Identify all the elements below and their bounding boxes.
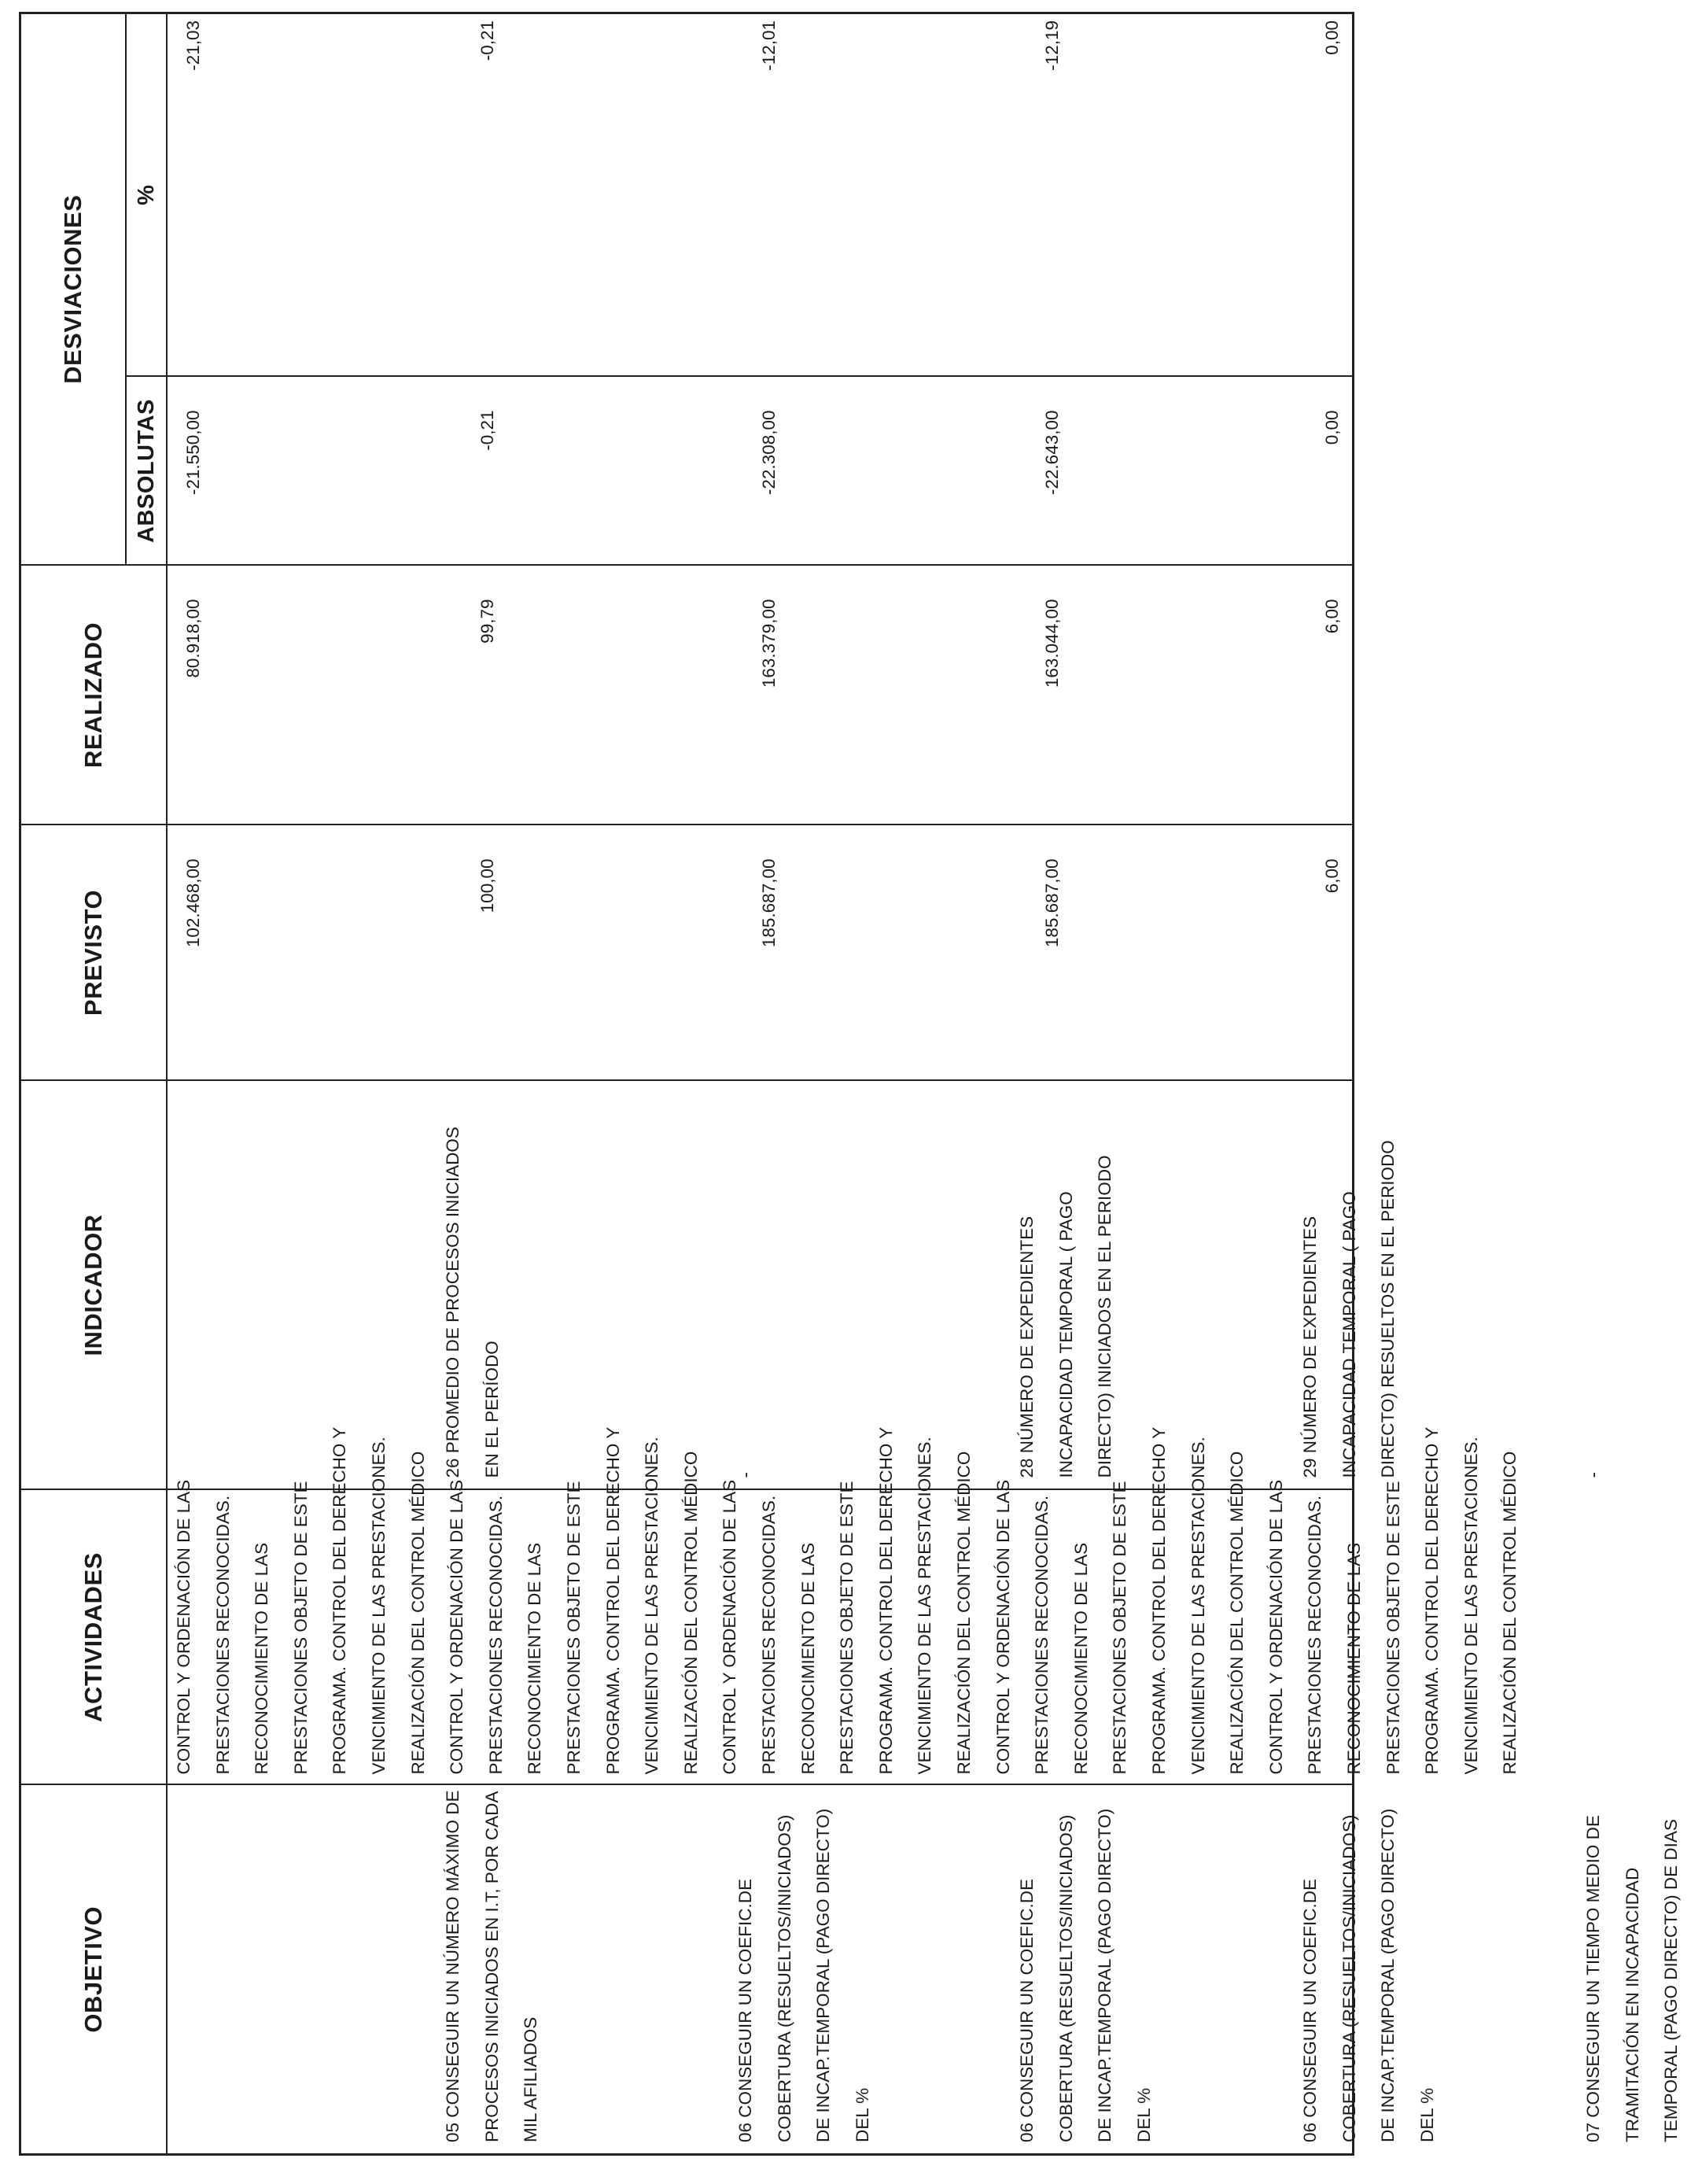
pct-column [167, 13, 1354, 377]
actividad-line: VENCIMIENTO DE LAS PRESTACIONES. [1461, 1437, 1481, 1775]
previsto-column [167, 825, 1354, 1081]
actividad-line: PROGRAMA. CONTROL DEL DERECHO Y [330, 1426, 350, 1775]
objetivo-line: PROCESOS INICIADOS EN I.T, POR CADA [481, 1791, 502, 2142]
pct-value: -21,03 [183, 20, 203, 71]
previsto-value: 185.687,00 [759, 858, 779, 948]
header-actividades: ACTIVIDADES [20, 1490, 168, 1785]
indicador-dash: - [735, 1472, 755, 1478]
indicador-line: DIRECTO) INICIADOS EN EL PERIODO [1095, 1155, 1115, 1478]
actividad-line: VENCIMIENTO DE LAS PRESTACIONES. [1188, 1437, 1208, 1775]
actividad-line: PROGRAMA. CONTROL DEL DERECHO Y [1149, 1426, 1169, 1775]
actividad-line: PROGRAMA. CONTROL DEL DERECHO Y [1422, 1426, 1442, 1775]
absolutas-value: -22.308,00 [759, 410, 779, 496]
actividad-line: CONTROL Y ORDENACIÓN DE LAS [174, 1479, 193, 1775]
actividad-line: PROGRAMA. CONTROL DEL DERECHO Y [875, 1426, 896, 1775]
objetivo-line: COBERTURA (RESUELTOS/INICIADOS) [774, 1814, 794, 2142]
indicador-line: 28 NÚMERO DE EXPEDIENTES [1017, 1216, 1037, 1478]
actividad-line: VENCIMIENTO DE LAS PRESTACIONES. [642, 1437, 662, 1775]
realizado-value: 163.044,00 [1042, 599, 1062, 688]
actividad-line: RECONOCIMIENTO DE LAS [1344, 1542, 1364, 1775]
indicador-line: 29 NÚMERO DE EXPEDIENTES [1300, 1216, 1320, 1478]
header-realizado: REALIZADO [20, 566, 168, 825]
objetivo-line: COBERTURA (RESUELTOS/INICIADOS) [1055, 1814, 1076, 2142]
pct-value: -12,01 [759, 20, 779, 71]
actividad-line: VENCIMIENTO DE LAS PRESTACIONES. [369, 1437, 389, 1775]
previsto-value: 6,00 [1322, 858, 1342, 894]
actividad-line: REALIZACIÓN DEL CONTROL MÉDICO [407, 1451, 428, 1775]
actividad-line: PRESTACIONES RECONOCIDAS. [759, 1495, 779, 1775]
realizado-column [167, 566, 1354, 825]
absolutas-value: 0,00 [1322, 410, 1342, 445]
actividad-line: RECONOCIMIENTO DE LAS [525, 1542, 545, 1775]
objetivo-line: COBERTURA (RESUELTOS/INICIADOS) [1339, 1814, 1359, 2142]
report-table [19, 12, 1682, 2156]
indicador-line: INCAPACIDAD TEMPORAL ( PAGO [1055, 1191, 1076, 1478]
actividad-line: REALIZACIÓN DEL CONTROL MÉDICO [680, 1451, 701, 1775]
actividades-column [167, 1426, 1520, 1785]
objetivo-line: 06 CONSEGUIR UN COEFIC.DE [735, 1878, 755, 2142]
actividad-line: CONTROL Y ORDENACIÓN DE LAS [1265, 1479, 1286, 1775]
objetivo-line: DEL % [852, 2087, 872, 2142]
objetivo-line: DE INCAP.TEMPORAL (PAGO DIRECTO) [1378, 1808, 1398, 2142]
objetivo-line: MIL AFILIADOS [521, 2016, 541, 2142]
actividad-line: CONTROL Y ORDENACIÓN DE LAS [993, 1479, 1013, 1775]
previsto-value: 102.468,00 [183, 858, 203, 948]
objetivo-line: 07 CONSEGUIR UN TIEMPO MEDIO DE [1583, 1815, 1603, 2142]
absolutas-column [167, 377, 1354, 566]
absolutas-value: -21.550,00 [183, 410, 203, 496]
actividad-line: PROGRAMA. CONTROL DEL DERECHO Y [602, 1426, 623, 1775]
actividad-line: RECONOCIMIENTO DE LAS [252, 1542, 272, 1775]
actividad-line: REALIZACIÓN DEL CONTROL MÉDICO [1227, 1451, 1247, 1775]
realizado-value: 99,79 [477, 599, 497, 644]
objetivo-column [167, 1785, 1682, 2155]
actividad-line: REALIZACIÓN DEL CONTROL MÉDICO [1500, 1451, 1520, 1775]
objetivo-line: DEL % [1417, 2087, 1437, 2142]
actividad-line: PRESTACIONES RECONOCIDAS. [485, 1495, 506, 1775]
indicador-line: DIRECTO) RESUELTOS EN EL PERIODO [1378, 1140, 1398, 1478]
header-indicador: INDICADOR [20, 1081, 168, 1490]
actividad-line: REALIZACIÓN DEL CONTROL MÉDICO [954, 1451, 974, 1775]
actividad-line: RECONOCIMIENTO DE LAS [798, 1542, 818, 1775]
previsto-value: 100,00 [477, 858, 497, 913]
objetivo-line: TEMPORAL (PAGO DIRECTO) DE DIAS [1661, 1819, 1682, 2142]
actividad-line: PRESTACIONES OBJETO DE ESTE [1110, 1481, 1130, 1775]
objetivo-line: DE INCAP.TEMPORAL (PAGO DIRECTO) [1095, 1808, 1115, 2142]
actividad-line: PRESTACIONES OBJETO DE ESTE [1383, 1481, 1403, 1775]
actividad-line: PRESTACIONES OBJETO DE ESTE [290, 1481, 311, 1775]
indicador-dash: - [1583, 1472, 1603, 1478]
absolutas-value: -22.643,00 [1042, 410, 1062, 496]
actividad-line: RECONOCIMIENTO DE LAS [1070, 1542, 1091, 1775]
header-absolutas: ABSOLUTAS [126, 377, 167, 566]
objetivo-line: 06 CONSEGUIR UN COEFIC.DE [1017, 1878, 1037, 2142]
actividad-line: CONTROL Y ORDENACIÓN DE LAS [720, 1479, 740, 1775]
header-desviaciones: DESVIACIONES [20, 13, 127, 566]
header-pct: % [126, 13, 167, 377]
actividad-line: PRESTACIONES OBJETO DE ESTE [564, 1481, 584, 1775]
pct-value: -0,21 [477, 20, 497, 61]
indicador-line: EN EL PERÍODO [481, 1341, 502, 1478]
indicador-line: 26 PROMEDIO DE PROCESOS INICIADOS [443, 1127, 462, 1478]
actividad-line: PRESTACIONES RECONOCIDAS. [1305, 1495, 1325, 1775]
actividad-line: VENCIMIENTO DE LAS PRESTACIONES. [915, 1437, 935, 1775]
actividad-line: PRESTACIONES RECONOCIDAS. [212, 1495, 233, 1775]
objetivo-line: TRAMITACIÓN EN INCAPACIDAD [1622, 1867, 1642, 2142]
previsto-value: 185.687,00 [1042, 858, 1062, 948]
indicador-line: INCAPACIDAD TEMPORAL ( PAGO [1339, 1191, 1359, 1478]
realizado-value: 163.379,00 [759, 599, 779, 688]
header-objetivo: OBJETIVO [20, 1785, 168, 2155]
realizado-value: 6,00 [1322, 599, 1342, 634]
header-previsto: PREVISTO [20, 825, 168, 1081]
pct-value: -12,19 [1042, 20, 1062, 71]
actividad-line: PRESTACIONES OBJETO DE ESTE [837, 1481, 857, 1775]
objetivo-line: 05 CONSEGUIR UN NÚMERO MÁXIMO DE [443, 1790, 462, 2142]
objetivo-line: DEL % [1133, 2087, 1154, 2142]
actividad-line: CONTROL Y ORDENACIÓN DE LAS [447, 1479, 467, 1775]
objetivo-line: DE INCAP.TEMPORAL (PAGO DIRECTO) [813, 1808, 834, 2142]
indicador-column [167, 1081, 1603, 1490]
actividad-line: PRESTACIONES RECONOCIDAS. [1032, 1495, 1052, 1775]
pct-value: 0,00 [1322, 20, 1342, 55]
realizado-value: 80.918,00 [183, 599, 203, 678]
absolutas-value: -0,21 [477, 410, 497, 451]
objetivo-line: 06 CONSEGUIR UN COEFIC.DE [1300, 1878, 1320, 2142]
